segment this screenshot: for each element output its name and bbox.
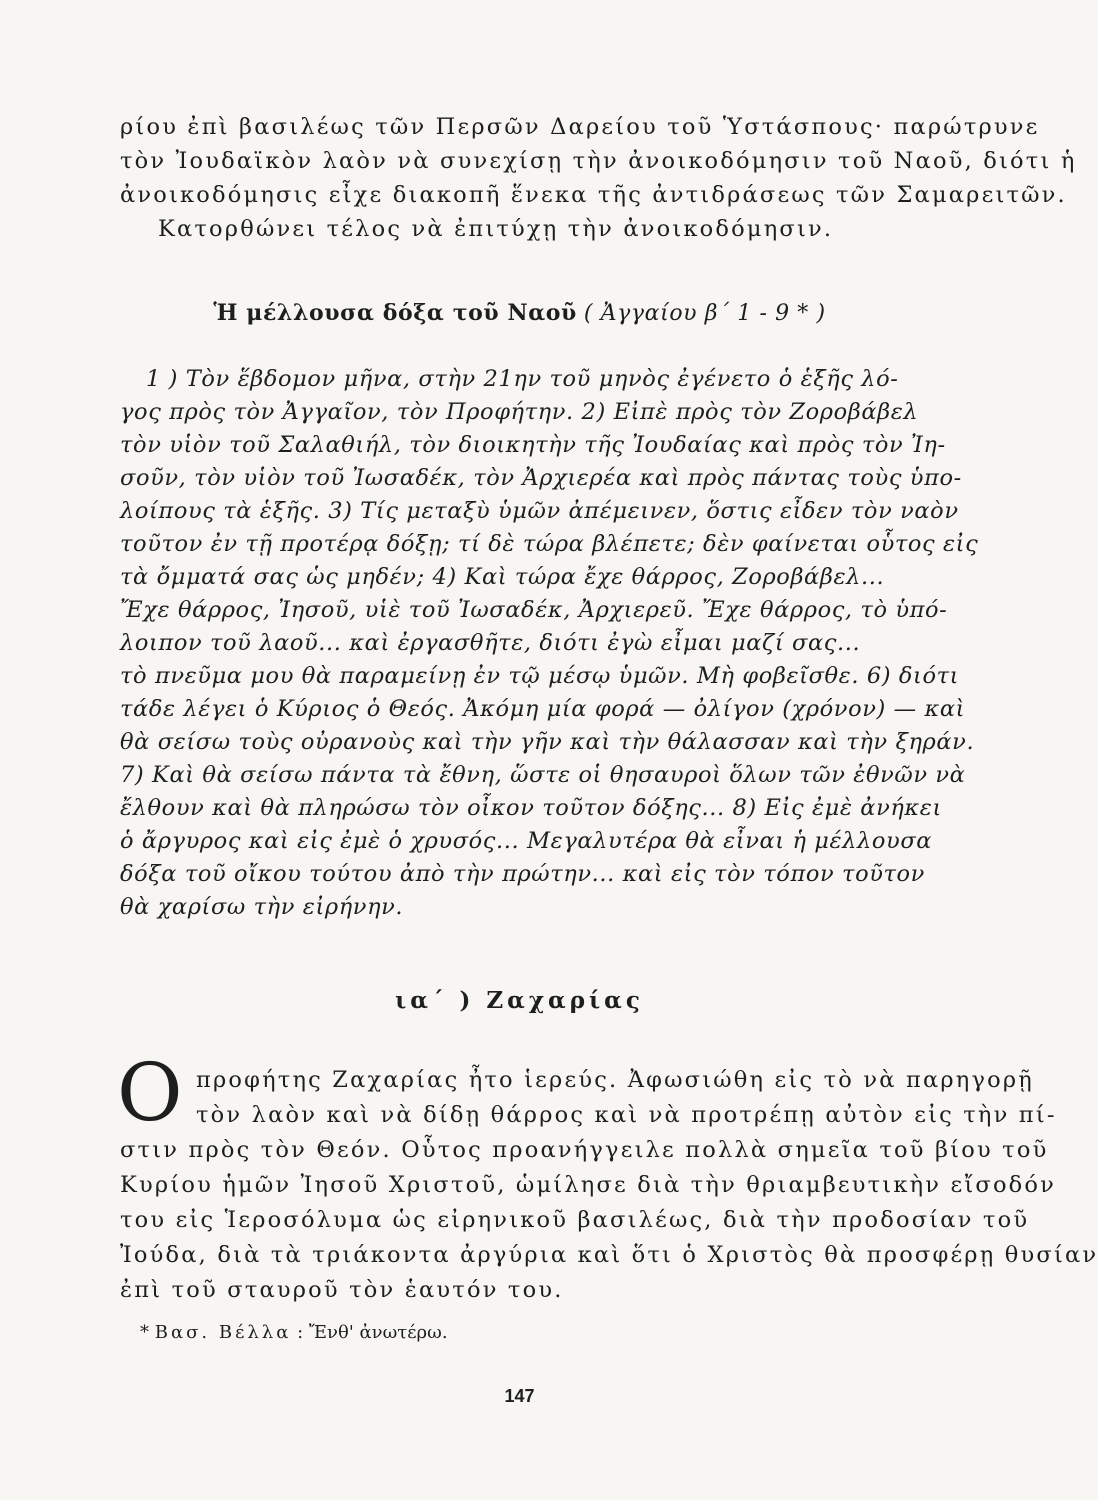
zechariah-line: του εἰς Ἱεροσόλυμα ὡς εἰρηνικοῦ βασιλέως, διὰ τὴν προδοσίαν τοῦ [120, 1207, 1030, 1233]
heading-reference: ( Ἀγγαίου β΄ 1 - 9 * ) [583, 301, 826, 326]
footnote [140, 1320, 448, 1346]
footnote-text: : Ἔνθ' ἀνωτέρω. [297, 1322, 448, 1343]
passage-line: τάδε λέγει ὁ Κύριος ὁ Θεός. Ἀκόμη μία φορά — ὀλίγον (χρόνον) — καὶ [120, 696, 966, 722]
passage-line: 1 ) Τὸν ἕβδομον μῆνα, στὴν 21ην τοῦ μηνὸς ἐγένετο ὁ ἑξῆς λό- [146, 366, 899, 392]
zechariah-line: τὸν λαὸν καὶ νὰ δίδῃ θάρρος καὶ νὰ προτρέπῃ αὐτὸν εἰς τὴν πί- [196, 1102, 1057, 1128]
zechariah-line: προφήτης Ζαχαρίας ἦτο ἱερεύς. Ἀφωσιώθη εἰς τὸ νὰ παρηγορῇ [196, 1067, 1034, 1093]
subsection-heading [0, 298, 1039, 329]
passage-line: γος πρὸς τὸν Ἀγγαῖον, τὸν Προφήτην. 2) Εἰπὲ πρὸς τὸν Ζοροβάβελ [120, 399, 919, 425]
footnote-author: Βασ. Βέλλα [154, 1322, 292, 1343]
passage-line: τὸν υἱὸν τοῦ Σαλαθιήλ, τὸν διοικητὴν τῆς Ἰουδαίας καὶ πρὸς τὸν Ἰη- [120, 432, 946, 458]
passage-line: ὁ ἄργυρος καὶ εἰς ἐμὲ ὁ χρυσός... Μεγαλυτέρα θὰ εἶναι ἡ μέλλουσα [120, 828, 933, 854]
passage-line: τοῦτον ἐν τῇ προτέρᾳ δόξῃ; τί δὲ τώρα βλέπετε; δὲν φαίνεται οὗτος εἰς [120, 531, 979, 557]
zechariah-line: Κυρίου ἡμῶν Ἰησοῦ Χριστοῦ, ὡμίλησε διὰ τὴν θριαμβευτικὴν εἴσοδόν [120, 1172, 1057, 1198]
passage-line: ἔλθουν καὶ θὰ πληρώσω τὸν οἶκον τοῦτον δόξης... 8) Εἰς ἐμὲ ἀνήκει [120, 795, 942, 821]
section-title: ια΄ ) Ζαχαρίας [395, 987, 644, 1014]
footnote-marker: * [140, 1322, 149, 1343]
intro-line: ἀνοικοδόμησις εἶχε διακοπῆ ἕνεκα τῆς ἀντιδράσεως τῶν Σαμαρειτῶν. [120, 182, 1067, 208]
zechariah-line: στιν πρὸς τὸν Θεόν. Οὗτος προανήγγειλε πολλὰ σημεῖα τοῦ βίου τοῦ [120, 1137, 1049, 1163]
intro-line: Κατορθώνει τέλος νὰ ἐπιτύχῃ τὴν ἀνοικοδόμησιν. [158, 216, 834, 242]
zechariah-line: Ἰούδα, διὰ τὰ τριάκοντα ἀργύρια καὶ ὅτι ὁ Χριστὸς θὰ προσφέρῃ θυσίαν [120, 1242, 1098, 1268]
drop-cap: Ο [117, 1046, 183, 1139]
intro-line: ρίου ἐπὶ βασιλέως τῶν Περσῶν Δαρείου τοῦ Ὑστάσπους· παρώτρυνε [120, 114, 1040, 140]
zechariah-line: ἐπὶ τοῦ σταυροῦ τὸν ἑαυτόν του. [120, 1277, 564, 1303]
passage-line: Ἔχε θάρρος, Ἰησοῦ, υἱὲ τοῦ Ἰωσαδέκ, Ἀρχιερεῦ. Ἔχε θάρρος, τὸ ὑπό- [120, 597, 948, 623]
passage-line: 7) Καὶ θὰ σείσω πάντα τὰ ἔθνη, ὥστε οἱ θησαυροὶ ὅλων τῶν ἐθνῶν νὰ [120, 762, 966, 788]
heading-title: Ἡ μέλλουσα δόξα τοῦ Ναοῦ [213, 300, 577, 326]
passage-line: σοῦν, τὸν υἱὸν τοῦ Ἰωσαδέκ, τὸν Ἀρχιερέα καὶ πρὸς πάντας τοὺς ὑπο- [120, 465, 962, 491]
page-number: 147 [504, 1386, 535, 1406]
passage-line: λοιπον τοῦ λαοῦ... καὶ ἐργασθῆτε, διότι ἐγὼ εἶμαι μαζί σας... [120, 630, 861, 656]
passage-line: τὰ ὄμματά σας ὡς μηδέν; 4) Καὶ τώρα ἔχε θάρρος, Ζοροβάβελ... [120, 564, 885, 590]
passage-line: δόξα τοῦ οἴκου τούτου ἀπὸ τὴν πρώτην... καὶ εἰς τὸν τόπον τοῦτον [120, 861, 925, 887]
passage-line: θὰ σείσω τοὺς οὐρανοὺς καὶ τὴν γῆν καὶ τὴν θάλασσαν καὶ τὴν ξηράν. [120, 729, 975, 755]
intro-line: τὸν Ἰουδαϊκὸν λαὸν νὰ συνεχίσῃ τὴν ἀνοικοδόμησιν τοῦ Ναοῦ, διότι ἡ [120, 148, 1077, 174]
passage-line: τὸ πνεῦμα μου θὰ παραμείνῃ ἐν τῷ μέσῳ ὑμῶν. Μὴ φοβεῖσθε. 6) διότι [120, 663, 960, 689]
passage-line: λοίπους τὰ ἑξῆς. 3) Τίς μεταξὺ ὑμῶν ἀπέμεινεν, ὅστις εἶδεν τὸν ναὸν [120, 498, 959, 524]
passage-line: θὰ χαρίσω τὴν εἰρήνην. [120, 894, 404, 920]
